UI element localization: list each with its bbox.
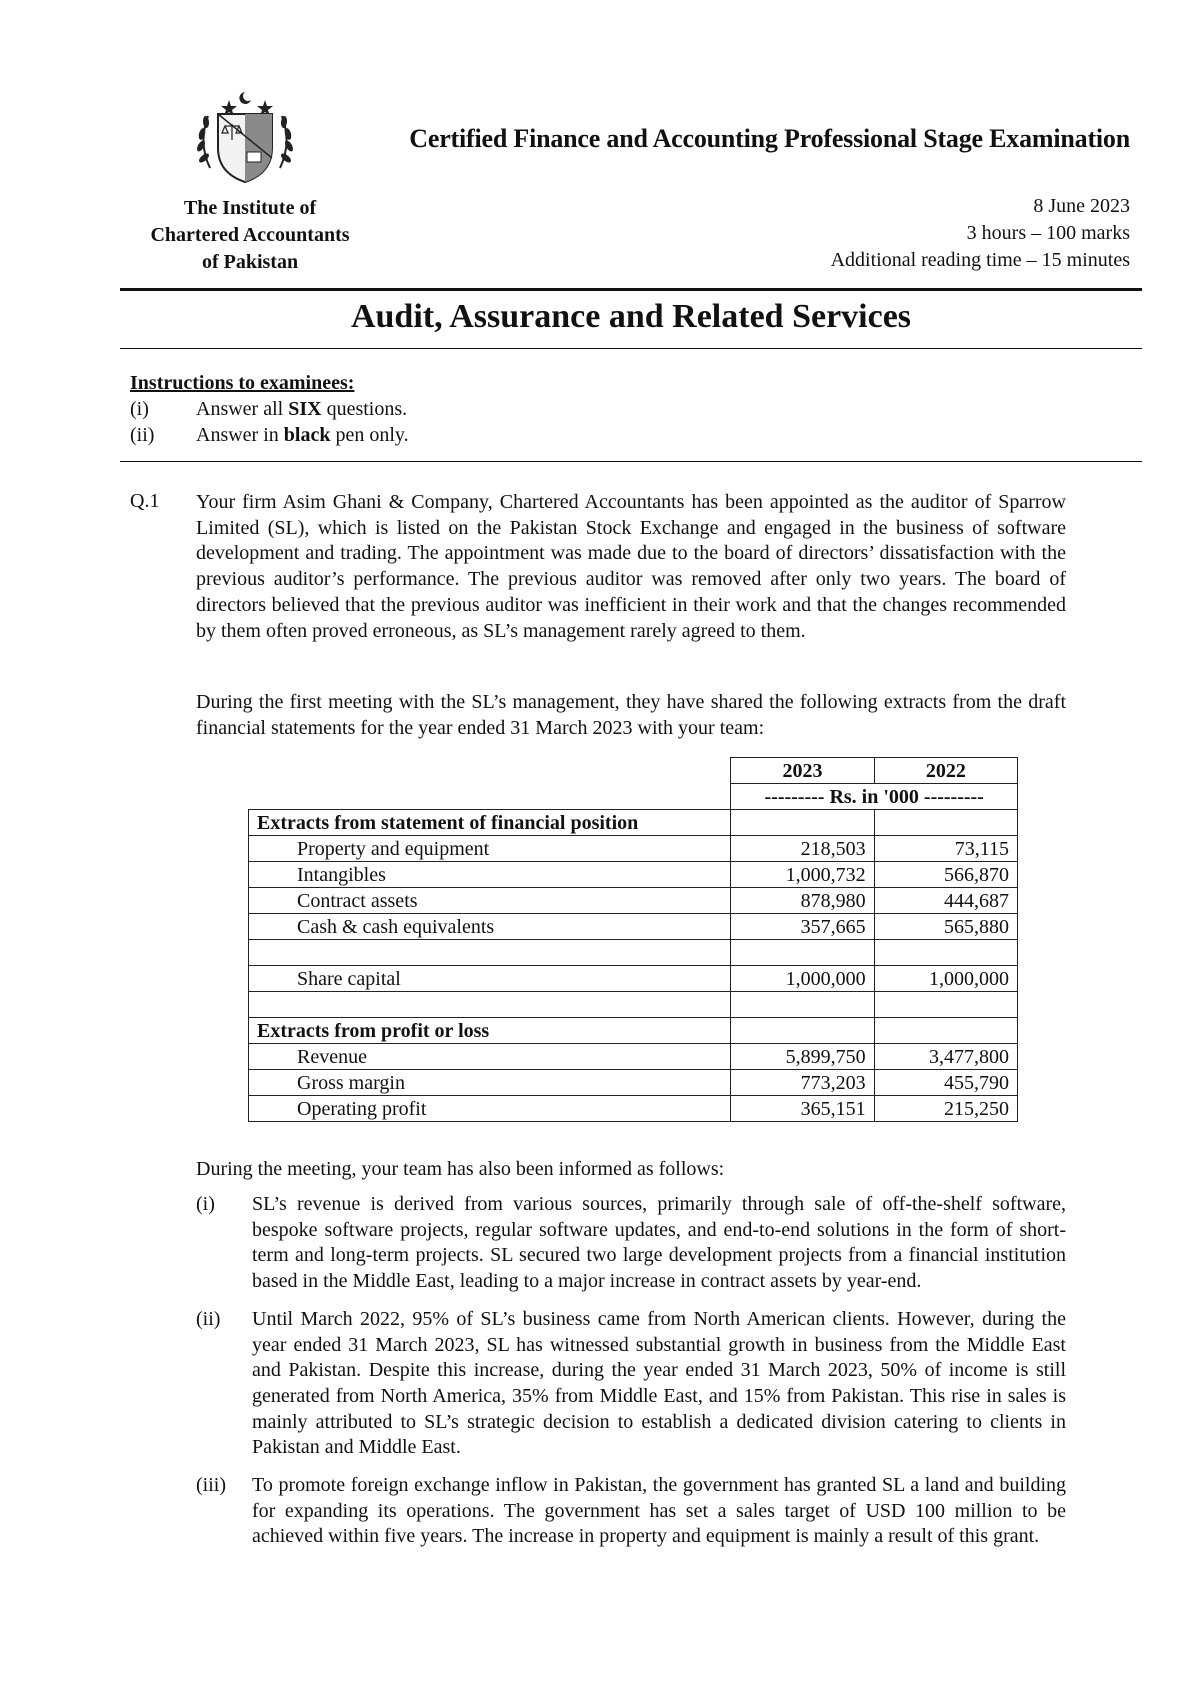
institute-line: Chartered Accountants [150,224,350,246]
section-heading: Extracts from profit or loss [249,1018,731,1044]
institute-name [120,195,380,276]
table-header-row [249,758,1018,784]
table-row [249,1096,1018,1122]
table-cell [874,1018,1017,1044]
table-section-row [249,1018,1018,1044]
list-item-text: To promote foreign exchange inflow in Pakistan, the government has granted SL a land and building for expanding its operations. The government has set a sales target of USD 100 million to be achieved within five years. The increase in property and equipment is mainly a result of this grant. [252,1474,1066,1548]
table-cell [874,940,1017,966]
table-row [249,966,1018,992]
row-label: Share capital [249,966,731,992]
table-blank-row [249,992,1018,1018]
value-2023: 5,899,750 [731,1044,874,1070]
column-header-2022: 2022 [874,758,1017,784]
row-label: Revenue [249,1044,731,1070]
instruction-text-part: pen only. [330,424,409,446]
instruction-number: (ii) [130,424,155,446]
list-item-number: (iii) [196,1474,226,1497]
instructions-divider [120,461,1142,462]
list-item-number: (i) [196,1193,215,1215]
instruction-item [130,396,409,422]
row-label: Intangibles [249,862,731,888]
value-2023: 773,203 [731,1070,874,1096]
institute-line: The Institute of [183,197,317,219]
instruction-emphasis: black [283,424,331,446]
question-number: Q.1 [130,490,160,512]
question-paragraph: During the meeting, your team has also been informed as follows: [196,1158,725,1180]
value-2022: 215,250 [874,1096,1017,1122]
exam-title: Certified Finance and Accounting Professional Stage Examination [409,124,1130,153]
section-heading: Extracts from statement of financial position [249,810,731,836]
list-item [196,1307,1066,1461]
value-2022: 1,000,000 [874,966,1017,992]
instruction-item [130,422,409,448]
value-2022: 455,790 [874,1070,1017,1096]
reading-time: Additional reading time – 15 minutes [830,249,1130,271]
information-list [196,1192,1066,1562]
value-2023: 1,000,732 [731,862,874,888]
question-paragraph: Your firm Asim Ghani & Company, Chartered Accountants has been appointed as the auditor of Sparrow Limited (SL), which is listed on the Pakistan Stock Exchange and engaged in the business of software development and trading. The appointment was made due to the board of directors’ dissatisfaction with the previous auditor’s performance. The previous auditor was removed after only two years. The board of directors believed that the previous auditor was inefficient in their work and that the changes recommended by them often proved erroneous, as SL’s management rarely agreed to them. [196,491,1066,642]
row-label: Contract assets [249,888,731,914]
instruction-text [196,422,409,448]
exam-date: 8 June 2023 [1033,195,1130,217]
column-header-2023: 2023 [731,758,874,784]
table-row [249,836,1018,862]
value-2023: 218,503 [731,836,874,862]
question-paragraph: During the first meeting with the SL’s management, they have shared the following extracts from the draft financial statements for the year ended 31 March 2023 with your team: [196,691,1066,739]
table-blank-row [249,940,1018,966]
list-item-number: (ii) [196,1307,221,1330]
title-divider [120,348,1142,349]
table-row [249,914,1018,940]
financial-extracts-table [248,757,1018,1122]
instruction-text-part: questions. [321,398,408,420]
exam-meta [700,193,1130,274]
table-cell [731,940,874,966]
institute-line: of Pakistan [201,251,299,273]
value-2023: 878,980 [731,888,874,914]
list-item [196,1192,1066,1295]
table-cell [731,992,874,1018]
table-section-row [249,810,1018,836]
table-cell [249,758,731,784]
instruction-emphasis: SIX [288,398,322,420]
table-row [249,1044,1018,1070]
value-2023: 357,665 [731,914,874,940]
row-label: Operating profit [249,1096,731,1122]
list-item [196,1473,1066,1550]
instruction-text-part: Answer all [196,398,289,420]
table-cell [249,992,731,1018]
value-2023: 1,000,000 [731,966,874,992]
unit-label: --------- Rs. in '000 --------- [731,784,1018,810]
value-2022: 565,880 [874,914,1017,940]
exam-duration: 3 hours – 100 marks [966,222,1130,244]
instruction-text [196,396,407,422]
table-cell [731,810,874,836]
instructions-heading: Instructions to examinees: [130,372,355,394]
header-divider [120,288,1142,291]
table-cell [249,784,731,810]
value-2022: 566,870 [874,862,1017,888]
list-item-text: Until March 2022, 95% of SL’s business came from North American clients. However, during the year ended 31 March 2023, SL has witnessed substantial growth in business from the Middle East and Pakistan. Despite this increase, during the year ended 31 March 2023, 50% of income is still generated from North America, 35% from Middle East, and 15% from Pakistan. This rise in sales is mainly attributed to SL’s strategic decision to establish a dedicated division catering to clients in Pakistan and Middle East. [252,1307,1066,1459]
value-2022: 73,115 [874,836,1017,862]
value-2023: 365,151 [731,1096,874,1122]
table-row [249,862,1018,888]
instructions [130,370,409,448]
row-label: Cash & cash equivalents [249,914,731,940]
row-label: Property and equipment [249,836,731,862]
table-cell [731,1018,874,1044]
table-row [249,1070,1018,1096]
row-label: Gross margin [249,1070,731,1096]
subject-title: Audit, Assurance and Related Services [350,298,912,335]
table-unit-row [249,784,1018,810]
table-row [249,888,1018,914]
table-cell [249,940,731,966]
instruction-text-part: Answer in [196,424,284,446]
value-2022: 444,687 [874,888,1017,914]
table-cell [874,992,1017,1018]
table-cell [874,810,1017,836]
instruction-number: (i) [130,398,149,420]
list-item-text: SL’s revenue is derived from various sources, primarily through sale of off-the-shelf software, bespoke software projects, regular software updates, and end-to-end solutions in the form of short-term and long-term projects. SL secured two large development projects from a financial institution based in the Middle East, leading to a major increase in contract assets by year-end. [252,1193,1066,1293]
value-2022: 3,477,800 [874,1044,1017,1070]
institute-logo-icon [190,88,300,188]
